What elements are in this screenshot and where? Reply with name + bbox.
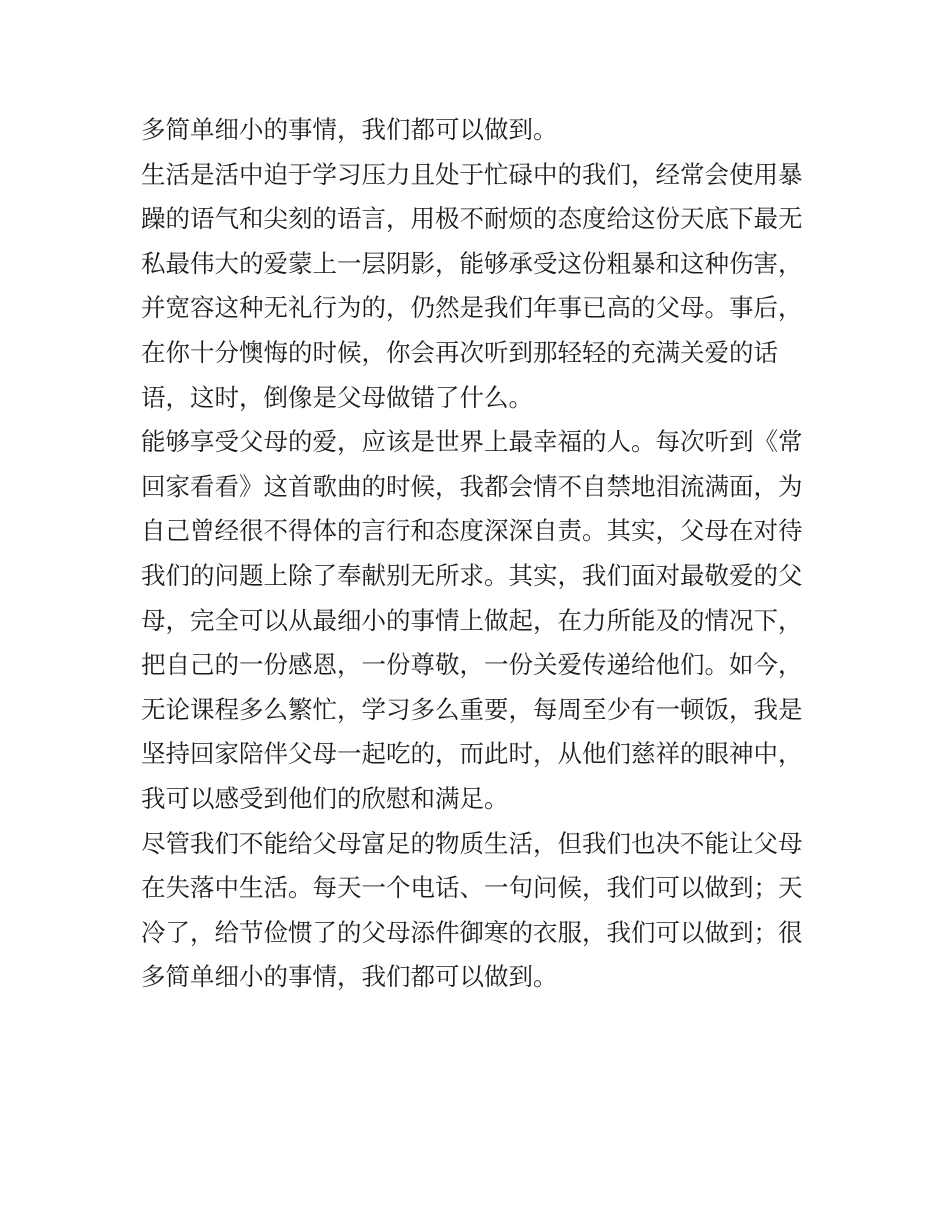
text-line: 躁的语气和尖刻的语言，用极不耐烦的态度给这份天底下最无 [141,204,803,234]
text-line: 把自己的一份感恩，一份尊敬，一份关爱传递给他们。如今， [141,650,803,680]
text-line: 语，这时，倒像是父母做错了什么。 [141,382,533,412]
text-line: 生活是活中迫于学习压力且处于忙碌中的我们，经常会使用暴 [141,159,803,189]
text-line: 冷了，给节俭惯了的父母添件御寒的衣服，我们可以做到；很 [141,917,803,947]
text-line: 在失落中生活。每天一个电话、一句问候，我们可以做到；天 [141,873,803,903]
text-line: 坚持回家陪伴父母一起吃的，而此时，从他们慈祥的眼神中， [141,739,803,769]
text-line: 自己曾经很不得体的言行和态度深深自责。其实，父母在对待 [141,516,803,546]
text-line: 我可以感受到他们的欣慰和满足。 [141,783,509,813]
text-line: 尽管我们不能给父母富足的物质生活，但我们也决不能让父母 [141,828,803,858]
text-line: 无论课程多么繁忙，学习多么重要，每周至少有一顿饭，我是 [141,694,803,724]
document-body [141,108,821,1000]
text-line: 多简单细小的事情，我们都可以做到。 [141,962,558,992]
text-line: 私最伟大的爱蒙上一层阴影，能够承受这份粗暴和这种伤害， [141,248,803,278]
text-line: 能够享受父母的爱，应该是世界上最幸福的人。每次听到《常 [141,427,803,457]
text-line: 我们的问题上除了奉献别无所求。其实，我们面对最敬爱的父 [141,560,803,590]
text-line: 回家看看》这首歌曲的时候，我都会情不自禁地泪流满面，为 [141,471,803,501]
text-line: 母，完全可以从最细小的事情上做起，在力所能及的情况下， [141,605,803,635]
text-line: 并宽容这种无礼行为的，仍然是我们年事已高的父母。事后， [141,293,803,323]
text-line: 多简单细小的事情，我们都可以做到。 [141,115,558,144]
text-line: 在你十分懊悔的时候，你会再次听到那轻轻的充满关爱的话 [141,337,778,367]
